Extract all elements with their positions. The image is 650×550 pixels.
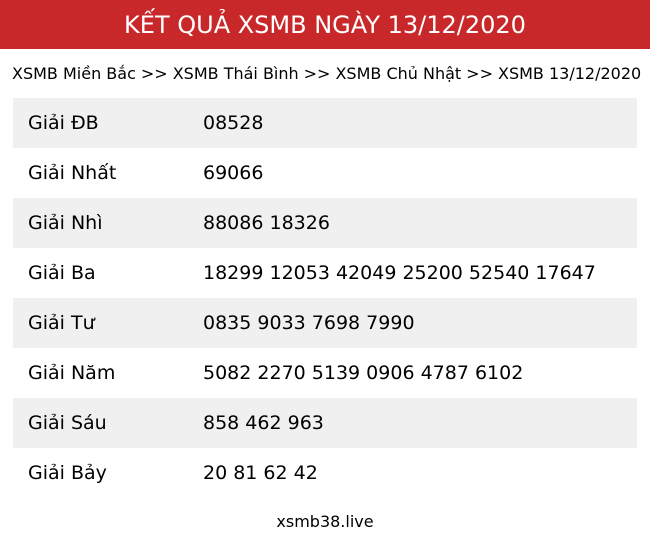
table-row-sixth-prize (13, 398, 637, 448)
prize-label: Giải ĐB (28, 112, 99, 134)
breadcrumb-item-province[interactable]: XSMB Thái Bình (172, 64, 299, 83)
table-row-special-prize (13, 98, 637, 148)
table-row-fifth-prize (13, 348, 637, 398)
breadcrumb-item-region[interactable]: XSMB Miền Bắc (12, 64, 136, 83)
prize-label: Giải Bảy (28, 462, 107, 484)
breadcrumb-separator: >> (303, 64, 331, 83)
prize-label: Giải Sáu (28, 412, 107, 434)
breadcrumb-item-date[interactable]: XSMB 13/12/2020 (497, 64, 642, 83)
table-row-third-prize (13, 248, 637, 298)
prize-numbers: 18299 12053 42049 25200 52540 17647 (203, 262, 596, 284)
prize-numbers: 08528 (203, 112, 264, 134)
breadcrumb-separator: >> (140, 64, 168, 83)
table-row-first-prize (13, 148, 637, 198)
breadcrumb (0, 49, 650, 98)
prize-numbers: 69066 (203, 162, 264, 184)
prize-numbers: 88086 18326 (203, 212, 330, 234)
prize-label: Giải Tư (28, 312, 95, 334)
table-row-fourth-prize (13, 298, 637, 348)
results-table (13, 98, 637, 498)
footer (0, 512, 650, 531)
header-bar (0, 0, 650, 49)
breadcrumb-separator: >> (466, 64, 493, 83)
table-row-seventh-prize (13, 448, 637, 498)
prize-label: Giải Ba (28, 262, 96, 284)
prize-numbers: 0835 9033 7698 7990 (203, 312, 415, 334)
prize-numbers: 5082 2270 5139 0906 4787 6102 (203, 362, 524, 384)
breadcrumb-item-weekday[interactable]: XSMB Chủ Nhật (335, 64, 462, 83)
prize-numbers: 20 81 62 42 (203, 462, 318, 484)
table-row-second-prize (13, 198, 637, 248)
prize-label: Giải Nhì (28, 212, 103, 234)
prize-numbers: 858 462 963 (203, 412, 324, 434)
prize-label: Giải Năm (28, 362, 116, 384)
prize-label: Giải Nhất (28, 162, 117, 184)
site-name: xsmb38.live (276, 512, 374, 531)
page-title: KẾT QUẢ XSMB NGÀY 13/12/2020 (124, 10, 526, 39)
